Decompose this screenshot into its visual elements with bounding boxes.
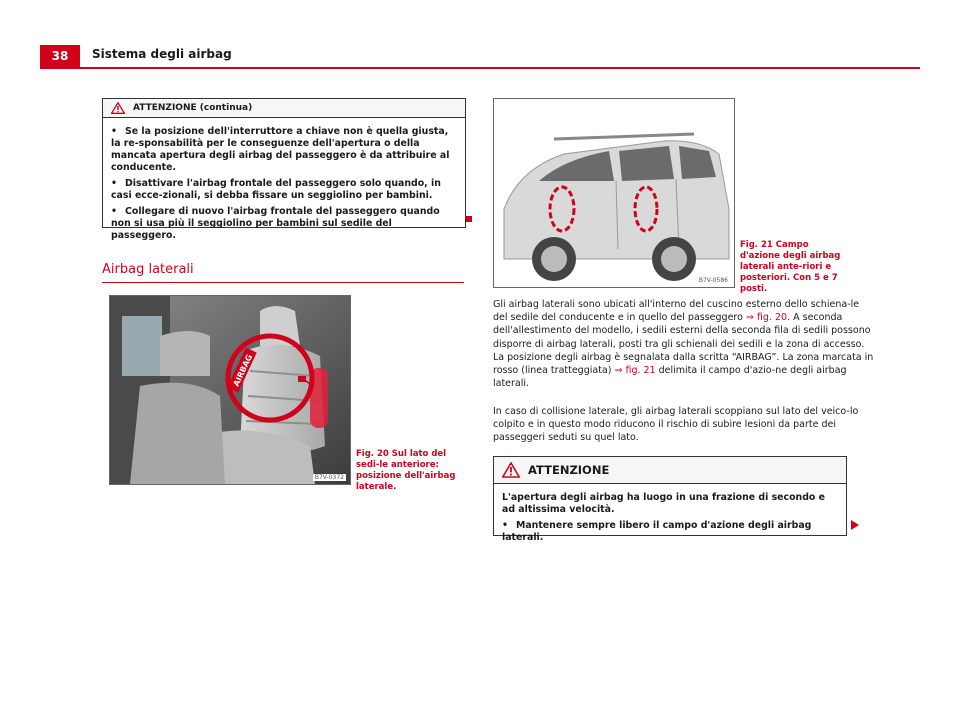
warning-item: • Disattivare l'airbag frontale del passeggero solo quando, in casi ecce-zionali, si debba fissare un seggiolino per bambini.	[111, 178, 441, 201]
warning-header	[494, 457, 846, 484]
body-paragraph-2: In caso di collisione laterale, gli airbag laterali scoppiano sul lato del veico-lo colpito e in questo modo riducono il rischio di subire lesioni da parte dei passeggeri seduti su quel lato.	[493, 406, 859, 444]
fig-20-link[interactable]: ⇒ fig. 20	[745, 312, 788, 324]
warning-triangle-icon	[502, 462, 520, 478]
warning-item: • Collegare di nuovo l'airbag frontale del passeggero quando non si usa più il seggiolino per bambini sul sedile del passeggero.	[111, 206, 440, 241]
warning-continued-header	[103, 99, 465, 118]
warning-title: ATTENZIONE	[528, 463, 610, 477]
bullet-icon: •	[111, 206, 117, 217]
continue-arrow-icon	[851, 520, 859, 530]
section-title: Airbag laterali	[102, 262, 194, 277]
bullet-icon: •	[502, 520, 508, 531]
figure-code: B7V-0586	[698, 277, 728, 284]
figure-20-seat-airbag	[109, 295, 351, 485]
warning-item: • Mantenere sempre libero il campo d'azione degli airbag laterali.	[502, 520, 812, 543]
warning-triangle-icon	[111, 102, 125, 114]
bullet-icon: •	[111, 178, 117, 189]
warning-continued-box	[102, 98, 466, 241]
figure-code: B7V-0372	[314, 474, 344, 481]
bullet-icon: •	[111, 126, 117, 137]
figure-21-caption: Fig. 21 Campo d'azione degli airbag laterali ante-riori e posteriori. Con 5 e 7 posti.	[740, 240, 841, 294]
warning-continued-title: ATTENZIONE (continua)	[133, 103, 253, 113]
car-illustration	[494, 99, 734, 287]
warning-continued-body	[103, 118, 465, 252]
section-rule	[102, 282, 464, 283]
airbag-label: AIRBAG	[231, 353, 255, 388]
warning-box	[493, 456, 847, 543]
figure-21-car-side	[493, 98, 735, 288]
figure-20-caption: Fig. 20 Sul lato del sedi-le anteriore: posizione dell'airbag laterale.	[356, 449, 456, 492]
fig-21-link[interactable]: ⇒ fig. 21	[614, 365, 656, 377]
page-number: 38	[40, 45, 80, 67]
warning-intro: L'apertura degli airbag ha luogo in una frazione di secondo e ad altissima velocità.	[502, 492, 825, 515]
end-marker	[466, 216, 472, 222]
body-paragraph-1: Gli airbag laterali sono ubicati all'interno del cuscino esterno dello schiena-le del sedile del conducente e in quello del passeggero ⇒ fig. 20. A seconda dell'allestimento del modello, i sedili esterni della seconda fila di sedili possono disporre di airbag laterali, posti tra gli schienali dei sedili e la zona di accesso. La posizione degli airbag è segnalata dalla scritta “AIRBAG”. La zona marcata in rosso (linea tratteggiata) ⇒ fig. 21 delimita il campo d'azio-ne degli airbag laterali.	[493, 299, 874, 390]
seat-illustration	[110, 296, 350, 484]
warning-item: • Se la posizione dell'interruttore a chiave non è quella giusta, la re-sponsabilità per le conseguenze dell'apertura o della mancata apertura degli airbag del passeggero è da attribuire al conducente.	[111, 126, 450, 173]
header-rule	[40, 67, 920, 69]
warning-body	[494, 484, 846, 554]
chapter-title: Sistema degli airbag	[92, 47, 232, 61]
